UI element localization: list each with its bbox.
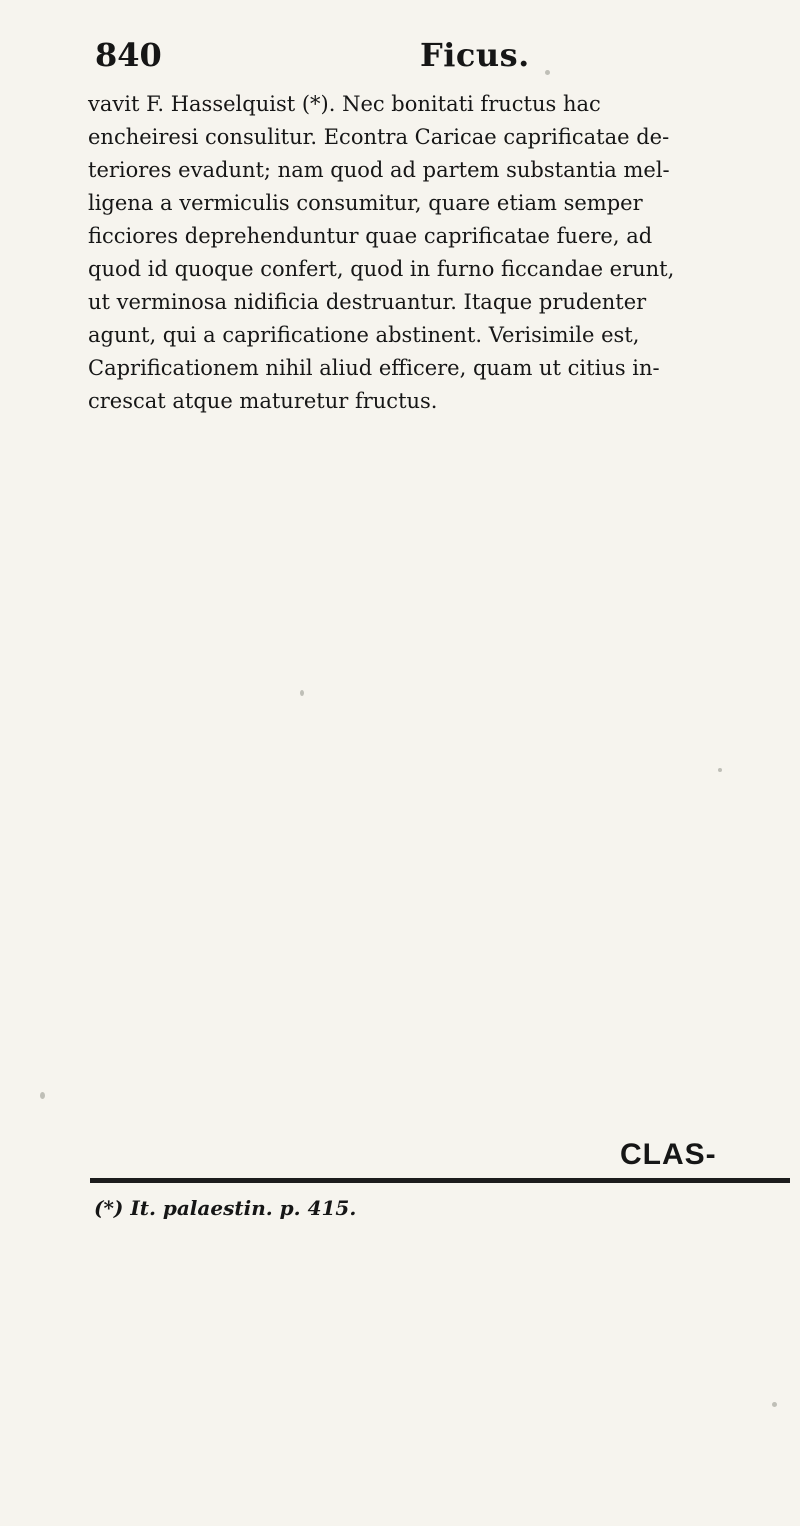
page-number: 840 xyxy=(95,36,162,74)
text-line: vavit F. Hasselquist (*). Nec bonitati fructus hac xyxy=(88,92,601,116)
text-line: teriores evadunt; nam quod ad partem substantia mel- xyxy=(88,158,670,182)
text-line: crescat atque maturetur fructus. xyxy=(88,389,438,413)
footnote: (*) It. palaestin. p. 415. xyxy=(94,1196,357,1220)
text-line: agunt, qui a caprificatione abstinent. Verisimile est, xyxy=(88,323,640,347)
text-line: quod id quoque confert, quod in furno ficcandae erunt, xyxy=(88,257,675,281)
text-line: encheiresi consulitur. Econtra Caricae caprificatae de- xyxy=(88,125,670,149)
paper-speck xyxy=(718,768,722,772)
text-line: ficciores deprehenduntur quae caprificatae fuere, ad xyxy=(88,224,653,248)
paper-speck xyxy=(545,70,550,75)
paper-speck xyxy=(40,1092,45,1099)
catchword: CLAS- xyxy=(620,1138,717,1171)
text-line: ligena a vermiculis consumitur, quare etiam semper xyxy=(88,191,643,215)
text-line: ut verminosa nidificia destruantur. Itaque prudenter xyxy=(88,290,647,314)
running-head: Ficus. xyxy=(420,36,530,74)
text-line: Caprificationem nihil aliud efficere, quam ut citius in- xyxy=(88,356,660,380)
footnote-rule xyxy=(90,1178,790,1183)
paper-speck xyxy=(772,1402,777,1407)
body-paragraph xyxy=(88,88,788,418)
paper-speck xyxy=(300,690,304,696)
